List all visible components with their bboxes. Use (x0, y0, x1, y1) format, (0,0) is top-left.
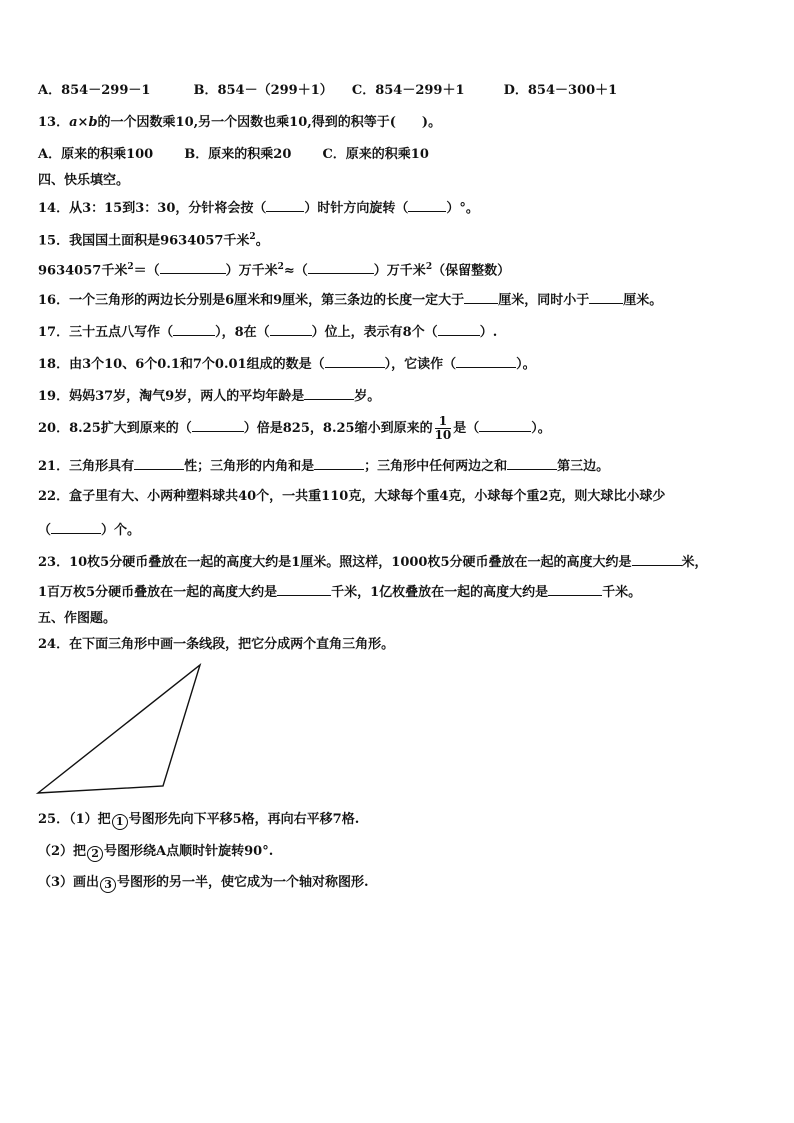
q13-var-a: a (69, 115, 78, 130)
q12-option-a: A．854－299－1 (38, 83, 151, 98)
q20-blank-1[interactable] (192, 418, 244, 432)
q15b-text-5: ）万千米 (373, 263, 426, 279)
q20-fraction (435, 415, 452, 442)
q15b-text-3: ）万千米 (225, 263, 278, 279)
question-24: 24．在下面三角形中画一条线段，把它分成两个直角三角形。 (38, 637, 395, 652)
question-21 (38, 456, 609, 476)
question-25-1 (38, 811, 359, 830)
q15b-sup-3: 2 (425, 262, 433, 272)
q14-text-1: 14．从3：15到3：30，分针将会按（ (38, 201, 267, 216)
q18-text-3: ）。 (516, 357, 536, 372)
q17-text-1: 17．三十五点八写作（ (38, 325, 174, 340)
q12-option-b: B．854－（299＋1） (193, 83, 333, 98)
q16-text-3: 厘米。 (623, 293, 663, 308)
q18-text-2: ），它读作（ (384, 357, 457, 372)
q21-text-4: 第三边。 (557, 459, 610, 474)
q23-text-3: 1百万枚5分硬币叠放在一起的高度大约是 (38, 585, 278, 600)
q16-blank-2[interactable] (589, 290, 623, 304)
q25a-text-2: 号图形先向下平移5格，再向右平移7格. (128, 812, 360, 827)
q15b-text-1: 9634057千米 (38, 263, 128, 279)
question-19 (38, 386, 380, 406)
q15-sup: 2 (249, 232, 256, 242)
q18-blank-2[interactable] (456, 354, 516, 368)
q24-triangle[interactable] (38, 665, 200, 793)
q21-text-1: 21．三角形具有 (38, 459, 135, 474)
q14-blank-1[interactable] (266, 198, 304, 212)
q19-text-2: 岁。 (354, 389, 381, 404)
q19-text-1: 19．妈妈37岁，淘气9岁，两人的平均年龄是 (38, 389, 305, 404)
section-4-heading: 四、快乐填空。 (38, 173, 130, 188)
q16-text-1: 16．一个三角形的两边长分别是6厘米和9厘米，第三条边的长度一定大于 (38, 293, 465, 308)
q23-text-5: 千米。 (602, 585, 642, 600)
question-22-line-2 (38, 520, 140, 540)
q14-text-2: ）时针方向旋转（ (304, 201, 409, 216)
q20-text-1: 20．8.25扩大到原来的（ (38, 421, 192, 436)
q22-text-2b: ）个。 (101, 523, 141, 538)
q25c-text-2: 号图形的另一半，使它成为一个轴对称图形. (117, 875, 369, 890)
q22-blank[interactable] (51, 520, 101, 534)
q13-option-b: B．原来的积乘20 (184, 147, 292, 162)
q12-option-d: D．854－300＋1 (503, 83, 618, 98)
q20-text-2: ）倍是825，8.25缩小到原来的 (243, 421, 433, 436)
q22-text-2a: （ (38, 523, 52, 538)
question-17 (38, 322, 497, 342)
q15b-sup-1: 2 (127, 262, 134, 272)
question-22 (38, 488, 665, 506)
question-20 (38, 414, 551, 444)
question-16 (38, 290, 662, 310)
q25b-text-2: 号图形绕A点顺时针旋转90°. (104, 844, 274, 859)
q21-blank-3[interactable] (507, 456, 557, 470)
shape-2-label: 2 (87, 846, 103, 862)
q12-option-c: C．854－299＋1 (351, 83, 465, 98)
q21-text-2: 性；三角形的内角和是 (184, 459, 315, 474)
q20-text-3: 是（ (453, 421, 480, 436)
q25b-text-1: （2）把 (38, 844, 87, 859)
q15b-text-4: ≈（ (283, 263, 308, 279)
q18-blank-1[interactable] (325, 354, 385, 368)
q17-blank-2[interactable] (270, 322, 312, 336)
q20-text-4: ）。 (531, 421, 551, 436)
q13-option-a: A．原来的积乘100 (38, 147, 154, 162)
question-15-conversion (38, 258, 510, 280)
question-18 (38, 354, 536, 374)
q21-text-3: ；三角形中任何两边之和 (364, 459, 508, 474)
q12-options (38, 82, 617, 100)
q25c-text-1: （3）画出 (38, 875, 100, 890)
q13-option-c: C．原来的积乘10 (322, 147, 429, 162)
q21-blank-1[interactable] (134, 456, 184, 470)
q13-number: 13． (38, 115, 70, 130)
q15b-blank-2[interactable] (308, 260, 374, 274)
q15-text-2: 。 (255, 233, 269, 249)
q22-text-1: 22．盒子里有大、小两种塑料球共40个，一共重110克，大球每个重4克，小球每个重2克，则大球比小球少 (38, 489, 666, 504)
q25a-text-1: 25．（1）把 (38, 812, 111, 827)
q14-text-3: ）°。 (446, 201, 479, 216)
q20-frac-num: 1 (435, 415, 452, 429)
q16-blank-1[interactable] (464, 290, 498, 304)
q20-frac-den: 10 (434, 428, 452, 442)
q17-text-3: ）位上，表示有8个（ (311, 325, 438, 340)
q23-blank-2[interactable] (277, 582, 331, 596)
q23-text-1: 23．10枚5分硬币叠放在一起的高度大约是1厘米。照这样，1000枚5分硬币叠放在一起的高度大约是 (38, 555, 632, 570)
q15b-text-6: （保留整数） (432, 263, 511, 279)
q18-text-1: 18．由3个10、6个0.1和7个0.01组成的数是（ (38, 357, 325, 372)
q17-text-2: ），8在（ (215, 325, 270, 340)
question-23 (38, 552, 708, 572)
shape-3-label: 3 (100, 877, 116, 893)
q14-blank-2[interactable] (408, 198, 446, 212)
q19-blank[interactable] (304, 386, 354, 400)
q23-text-4: 千米，1亿枚叠放在一起的高度大约是 (331, 585, 549, 600)
q23-text-2: 米， (681, 555, 708, 570)
section-5-heading: 五、作图题。 (38, 611, 117, 626)
question-13 (38, 114, 441, 132)
q13-text: 的一个因数乘10,另一个因数也乘10,得到的积等于( )。 (97, 115, 442, 130)
q13-options (38, 146, 429, 164)
q15b-blank-1[interactable] (160, 260, 226, 274)
question-25-2 (38, 843, 273, 862)
q24-triangle-figure (30, 655, 210, 800)
question-23-line-2 (38, 582, 641, 602)
q23-blank-1[interactable] (632, 552, 682, 566)
q17-text-4: ）. (479, 325, 498, 340)
question-25-3 (38, 874, 369, 893)
q15b-text-2: ＝（ (133, 263, 160, 279)
q17-blank-1[interactable] (173, 322, 215, 336)
shape-1-label: 1 (112, 814, 128, 830)
q17-blank-3[interactable] (438, 322, 480, 336)
q15-text-1: 15．我国国土面积是9634057千米 (38, 233, 250, 249)
q15b-sup-2: 2 (277, 262, 284, 272)
question-14 (38, 198, 479, 218)
question-15 (38, 228, 269, 250)
q16-text-2: 厘米，同时小于 (498, 293, 590, 308)
q21-blank-2[interactable] (314, 456, 364, 470)
q13-times: × (77, 115, 89, 130)
q20-blank-2[interactable] (479, 418, 531, 432)
q13-var-b: b (88, 115, 98, 130)
q23-blank-3[interactable] (548, 582, 602, 596)
